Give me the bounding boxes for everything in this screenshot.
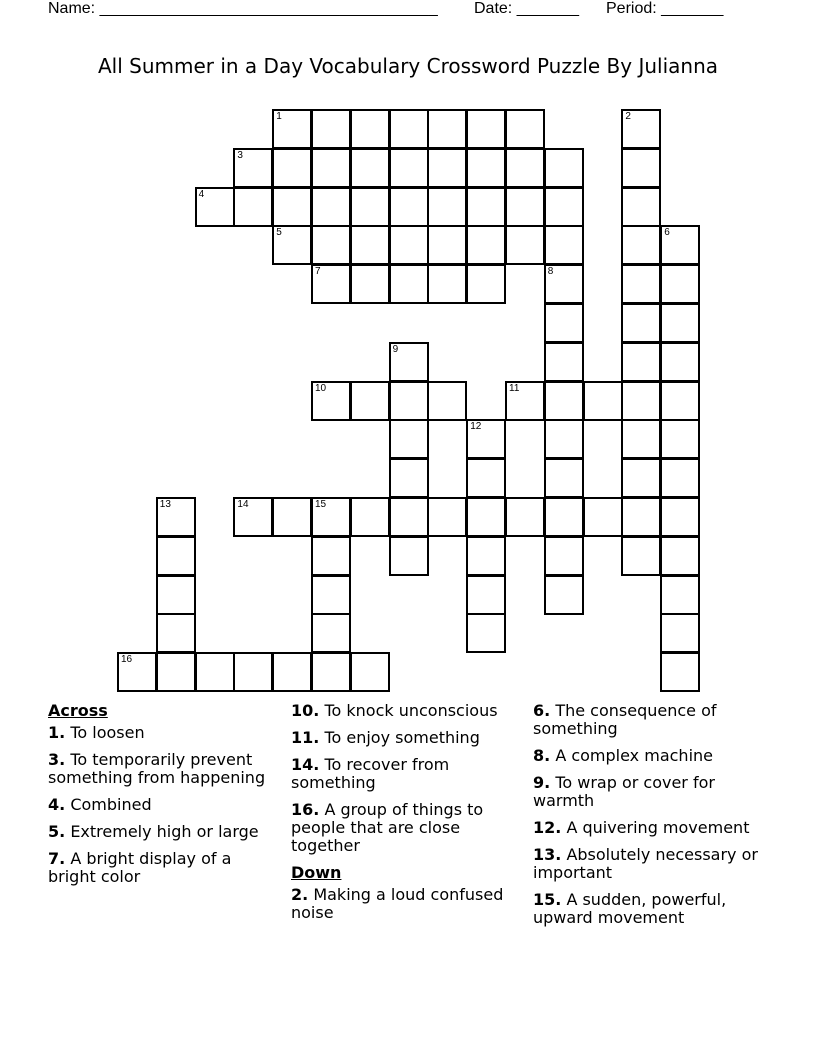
crossword-cell[interactable] [544, 342, 584, 382]
crossword-cell[interactable] [621, 458, 661, 498]
crossword-cell[interactable] [311, 381, 351, 421]
crossword-cell[interactable] [621, 497, 661, 537]
clue-number-label: 3 [237, 149, 243, 161]
crossword-cell[interactable] [311, 225, 351, 265]
crossword-cell[interactable] [505, 381, 545, 421]
clue-number-label: 1 [276, 111, 282, 122]
down-heading: Down [291, 863, 342, 882]
crossword-cell[interactable] [660, 381, 700, 421]
clue-number: 10. [291, 701, 320, 720]
crossword-cell[interactable] [621, 342, 661, 382]
clues-column-3 [533, 702, 773, 936]
crossword-cell[interactable] [350, 225, 390, 265]
crossword-cell[interactable] [621, 109, 661, 149]
clue-text: To loosen [70, 723, 145, 742]
crossword-cell[interactable] [505, 187, 545, 227]
clue-down-6 [533, 702, 773, 738]
crossword-cell[interactable] [621, 148, 661, 188]
clue-across-4 [48, 796, 278, 814]
crossword-cell[interactable] [311, 109, 351, 149]
crossword-cell[interactable] [156, 613, 196, 653]
crossword-cell[interactable] [156, 652, 196, 692]
clue-across-5 [48, 823, 278, 841]
crossword-cell[interactable] [272, 109, 312, 149]
clue-text: The consequence of something [533, 701, 717, 738]
crossword-cell[interactable] [272, 225, 312, 265]
crossword-cell[interactable] [660, 497, 700, 537]
crossword-cell[interactable] [660, 342, 700, 382]
crossword-cell[interactable] [389, 148, 429, 188]
crossword-cell[interactable] [311, 575, 351, 615]
crossword-cell[interactable] [544, 187, 584, 227]
crossword-cell[interactable] [466, 225, 506, 265]
crossword-cell[interactable] [427, 109, 467, 149]
crossword-cell[interactable] [505, 109, 545, 149]
crossword-cell[interactable] [272, 148, 312, 188]
across-heading: Across [48, 701, 108, 720]
clue-across-11 [291, 729, 521, 747]
crossword-cell[interactable] [466, 187, 506, 227]
crossword-cell[interactable] [466, 264, 506, 304]
crossword-cell[interactable] [466, 148, 506, 188]
crossword-cell[interactable] [660, 652, 700, 692]
crossword-cell[interactable] [389, 536, 429, 576]
clue-text: A group of things to people that are close together [291, 800, 484, 855]
crossword-cell[interactable] [389, 419, 429, 459]
clues-column-2 [291, 702, 521, 931]
crossword-cell[interactable] [466, 109, 506, 149]
clue-number: 4. [48, 795, 66, 814]
clue-text: A bright display of a bright color [48, 849, 232, 886]
crossword-cell[interactable] [311, 497, 351, 537]
clue-number: 8. [533, 746, 551, 765]
crossword-cell[interactable] [272, 187, 312, 227]
crossword-cell[interactable] [389, 187, 429, 227]
clue-number-label: 2 [625, 111, 631, 122]
clue-text: To recover from something [291, 755, 450, 792]
crossword-cell[interactable] [544, 264, 584, 304]
crossword-cell[interactable] [156, 575, 196, 615]
crossword-cell[interactable] [660, 536, 700, 576]
crossword-cell[interactable] [544, 575, 584, 615]
crossword-cell[interactable] [233, 187, 273, 227]
crossword-cell[interactable] [156, 497, 196, 537]
clue-number-label: 5 [276, 227, 282, 239]
clue-number-label: 8 [547, 266, 554, 278]
crossword-cell[interactable] [389, 264, 429, 304]
clue-number: 15. [533, 890, 562, 909]
crossword-cell[interactable] [544, 225, 584, 265]
crossword-cell[interactable] [311, 148, 351, 188]
clue-number-label: 16 [121, 654, 133, 666]
clue-number-label: 14 [237, 499, 249, 510]
crossword-cell[interactable] [621, 419, 661, 459]
crossword-cell[interactable] [350, 148, 390, 188]
clue-number-label: 7 [315, 266, 321, 278]
crossword-cell[interactable] [350, 381, 390, 421]
crossword-cell[interactable] [621, 536, 661, 576]
crossword-cell[interactable] [621, 225, 661, 265]
clue-number-label: 10 [315, 382, 327, 394]
crossword-cell[interactable] [660, 458, 700, 498]
crossword-cell[interactable] [466, 575, 506, 615]
clue-number: 1. [48, 723, 66, 742]
crossword-cell[interactable] [389, 109, 429, 149]
clue-number-label: 9 [392, 343, 399, 355]
crossword-cell[interactable] [621, 264, 661, 304]
crossword-cell[interactable] [583, 381, 623, 421]
crossword-cell[interactable] [621, 303, 661, 343]
crossword-cell[interactable] [505, 148, 545, 188]
clue-number-label: 15 [315, 499, 327, 510]
crossword-cell[interactable] [660, 575, 700, 615]
crossword-cell[interactable] [233, 652, 273, 692]
crossword-cell[interactable] [389, 225, 429, 265]
crossword-cell[interactable] [660, 225, 700, 265]
crossword-cell[interactable] [660, 264, 700, 304]
date-field-label[interactable]: Date: _______ [474, 0, 579, 17]
clue-number-label: 6 [664, 227, 670, 239]
clue-down-8 [533, 747, 773, 765]
clue-number: 11. [291, 728, 320, 747]
crossword-cell[interactable] [311, 536, 351, 576]
puzzle-title: All Summer in a Day Vocabulary Crossword Puzzle By Julianna [97, 54, 719, 78]
crossword-cell[interactable] [389, 381, 429, 421]
crossword-cell[interactable] [350, 652, 390, 692]
crossword-cell[interactable] [427, 264, 467, 304]
clue-number-label: 12 [470, 421, 482, 433]
clue-text: Absolutely necessary or important [533, 845, 758, 882]
clue-text: To temporarily prevent something from happening [48, 750, 266, 787]
clue-down-12 [533, 819, 773, 837]
clue-text: To wrap or cover for warmth [533, 773, 715, 810]
crossword-cell[interactable] [389, 342, 429, 382]
clue-number: 13. [533, 845, 562, 864]
crossword-cell[interactable] [466, 613, 506, 653]
clue-text: Making a loud confused noise [291, 885, 504, 922]
clue-number: 9. [533, 773, 551, 792]
crossword-cell[interactable] [272, 652, 312, 692]
clue-number: 6. [533, 701, 551, 720]
clue-number-label: 13 [159, 499, 171, 510]
clue-down-2 [291, 886, 521, 922]
crossword-cell[interactable] [621, 381, 661, 421]
crossword-cell[interactable] [544, 148, 584, 188]
crossword-cell[interactable] [660, 419, 700, 459]
crossword-cell[interactable] [505, 225, 545, 265]
crossword-cell[interactable] [583, 497, 623, 537]
clue-text: Extremely high or large [70, 822, 259, 841]
clue-number-label: 4 [198, 188, 205, 200]
crossword-cell[interactable] [311, 187, 351, 227]
crossword-cell[interactable] [660, 303, 700, 343]
clue-number: 7. [48, 849, 66, 868]
crossword-cell[interactable] [311, 264, 351, 304]
crossword-cell[interactable] [272, 497, 312, 537]
crossword-cell[interactable] [350, 497, 390, 537]
crossword-cell[interactable] [466, 419, 506, 459]
crossword-cell[interactable] [311, 613, 351, 653]
clue-across-16 [291, 801, 521, 855]
crossword-cell[interactable] [466, 458, 506, 498]
crossword-cell[interactable] [621, 187, 661, 227]
crossword-cell[interactable] [427, 187, 467, 227]
crossword-cell[interactable] [117, 652, 157, 692]
clue-text: Combined [70, 795, 152, 814]
clue-text: To knock unconscious [324, 701, 498, 720]
crossword-cell[interactable] [427, 381, 467, 421]
clue-across-7 [48, 850, 278, 886]
crossword-cell[interactable] [389, 497, 429, 537]
clue-number: 3. [48, 750, 66, 769]
crossword-cell[interactable] [544, 497, 584, 537]
clue-text: To enjoy something [324, 728, 480, 747]
crossword-cell[interactable] [233, 148, 273, 188]
clue-number: 12. [533, 818, 562, 837]
clue-down-13 [533, 846, 773, 882]
clue-text: A quivering movement [566, 818, 750, 837]
clues-column-1 [48, 702, 278, 895]
crossword-cell[interactable] [544, 536, 584, 576]
crossword-cell[interactable] [156, 536, 196, 576]
crossword-cell[interactable] [350, 187, 390, 227]
period-field-label[interactable]: Period: _______ [606, 0, 724, 17]
crossword-cell[interactable] [350, 264, 390, 304]
crossword-cell[interactable] [466, 536, 506, 576]
crossword-cell[interactable] [311, 652, 351, 692]
crossword-cell[interactable] [350, 109, 390, 149]
clue-down-15 [533, 891, 773, 927]
clue-number: 16. [291, 800, 320, 819]
clue-number: 5. [48, 822, 66, 841]
crossword-cell[interactable] [195, 652, 235, 692]
crossword-cell[interactable] [466, 497, 506, 537]
crossword-cell[interactable] [544, 458, 584, 498]
clue-across-14 [291, 756, 521, 792]
clue-across-1 [48, 724, 278, 742]
crossword-cell[interactable] [505, 497, 545, 537]
crossword-cell[interactable] [544, 303, 584, 343]
clue-number-label: 11 [509, 382, 520, 394]
name-field-label[interactable]: Name: ______________________________________ [48, 0, 438, 17]
clue-number: 14. [291, 755, 320, 774]
crossword-cell[interactable] [233, 497, 273, 537]
clue-across-10 [291, 702, 521, 720]
clue-down-9 [533, 774, 773, 810]
crossword-cell[interactable] [195, 187, 235, 227]
crossword-cell[interactable] [427, 225, 467, 265]
clue-across-3 [48, 751, 278, 787]
crossword-cell[interactable] [389, 458, 429, 498]
crossword-cell[interactable] [544, 419, 584, 459]
clue-text: A complex machine [555, 746, 713, 765]
clue-number: 2. [291, 885, 309, 904]
crossword-cell[interactable] [427, 497, 467, 537]
clue-text: A sudden, powerful, upward movement [533, 890, 727, 927]
crossword-cell[interactable] [427, 148, 467, 188]
crossword-cell[interactable] [544, 381, 584, 421]
crossword-cell[interactable] [660, 613, 700, 653]
